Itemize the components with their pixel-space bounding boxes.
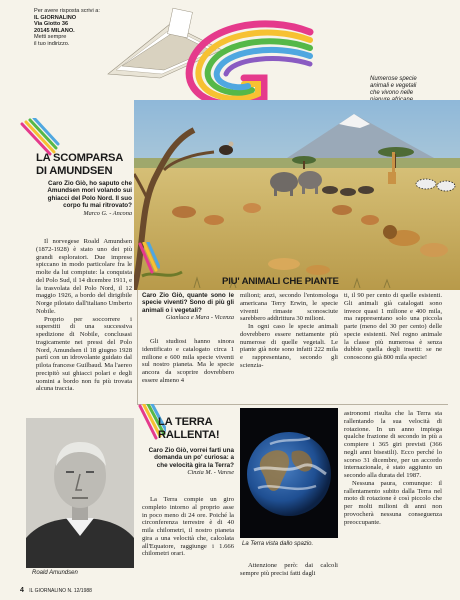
terra-col3-paragraph: Nessuna paura, comunque: il rallentamento subito dalla Terra nel moto di rotazione è così piccolo che per molti milioni di anni non provocherà nessuna conseguenza preoccupante. (344, 479, 442, 526)
mailbox-line: Via Giotto 36 (34, 21, 69, 28)
terra-title (158, 416, 238, 441)
animali-question: Caro Zio Giò, quante sono le specie viventi? Sono di più gli animali o i vegetali? (142, 292, 234, 314)
mailbox-line: Metti sempre (34, 34, 67, 41)
amundsen-paragraph: Il norvegese Roald Amundsen (1872-1928) è stato uno dei più grandi esploratori. Due imprese spiccano in modo particolare fra le molte da lui compiute: la conquista del Polo Sud, il 14 dicembre 1911, e la trasvolata del Polo Nord, il 12 maggio 1926, a bordo del dirigibile Norge pilotato dall'italiano Umberto Nobile. (36, 238, 132, 315)
savanna-illustration (134, 100, 460, 290)
terra-col3 (344, 410, 442, 526)
amundsen-portrait (26, 418, 134, 568)
terra-col1-text: La Terra compie un giro completo intorno al proprio asse in poco meno di 24 ore. Poiché la circonferenza terrestre è di 40 mila chilometri, il nostro pianeta gira a una velocità che, calcolata all'Equatore, raggiunge i 1.666 chilometri orari. (142, 496, 234, 558)
terra-signature: Cinzia M. - Varese (187, 469, 234, 477)
globe-caption: La Terra vista dallo spazio. (242, 541, 314, 547)
page-number: 4 (20, 587, 24, 594)
amundsen-paragraph: Proprio per soccorrere i superstiti di una successiva spedizione di Nobile, conclusasi tragicamente nei pressi del Polo Nord, Amundsen il 18 giugno 1928 partì con un idrovolante guidato dal pilota francese Guilbaud. Ma l'aereo precipitò sui ghiacci polari e degli uomini a bordo non fu più trovata alcuna traccia. (36, 315, 132, 393)
mailbox-line: 20145 MILANO. (34, 27, 75, 34)
animali-signature: Gianluca e Mara - Vicenza (165, 314, 234, 322)
terra-col2 (240, 562, 338, 578)
mailbox-note (34, 8, 104, 48)
portrait-caption: Roald Amundsen (32, 570, 78, 576)
mailbox-line: IL GIORNALINO (34, 14, 77, 21)
terra-question-block (142, 447, 234, 477)
animali-col2-paragraph: milioni; anzi, secondo l'entomologa americana Terry Erwin, le specie viventi rimaste sconosciute sarebbero addirittura 30 milioni. (240, 292, 338, 323)
animali-title: PIU' ANIMALI CHE PIANTE (222, 276, 339, 287)
terra-question: Caro Zio Giò, vorrei farti una domanda un po' curiosa: a che velocità gira la Terra? (148, 447, 234, 469)
amundsen-title-line: DI AMUNDSEN (36, 164, 113, 177)
amundsen-body (36, 238, 132, 393)
amundsen-title-line: LA SCOMPARSA (36, 152, 124, 164)
animali-col1-text: Gli studiosi hanno sinora identificato e catalogato circa 1 milione e 600 mila specie viventi sul nostro pianeta. Ma le specie ancora da scoprire dovrebbero essere almeno 4 (142, 338, 234, 384)
terra-col2-text: Attenzione però: dai calcoli sempre più precisi fatti dagli (240, 562, 338, 577)
animali-question-block (142, 292, 234, 322)
animali-col2-paragraph: In ogni caso le specie animali dovrebbero essere nettamente più numerose di quelle vegetali. Le piante già note sono infatti 222 mila e rappresentano, secondo gli scienzia- (240, 323, 338, 369)
terra-col1 (142, 496, 234, 558)
africa-caption-line: Numerose specie (370, 76, 417, 82)
animali-col2 (240, 292, 338, 370)
terra-col3-paragraph: astronomi risulta che la Terra sta rallentando la sua velocità di rotazione. In un anno impiega qualche frazione di secondo in più a compiere i 365 giri previsti (366 negli anni bisestili). Ecco perché lo scorso 31 dicembre, per un accordo internazionale, è stato aggiunto un secondo alla durata del 1987. (344, 410, 442, 479)
mailbox-line: il tuo indirizzo. (34, 40, 70, 47)
animali-col3 (344, 292, 442, 362)
section-divider (138, 404, 448, 405)
animali-col1 (142, 338, 234, 385)
africa-caption-line: che vivono nelle (370, 90, 414, 96)
africa-caption-line: animali e vegetali (370, 83, 417, 89)
amundsen-signature: Marco G. - Ancona (83, 209, 132, 217)
page-footer (20, 587, 220, 595)
terra-title-line: LA TERRA (158, 416, 213, 428)
earth-globe-image (240, 408, 338, 538)
rainbow-streak-icon (138, 242, 160, 280)
amundsen-title (36, 152, 136, 177)
mailbox-line: Per avere risposta scrivi a: (34, 8, 100, 14)
amundsen-question-block (36, 180, 132, 217)
animali-col3-text: ti, il 90 per cento di quelle esistenti. Gli animali già catalogati sono invece quasi 1 milione e 400 mila, ma rappresentano solo una piccola parte (meno del 30 per cento) delle specie esistenti. Nel regno animale la classe più numerosa è senza dubbio quella degli insetti: se ne conoscono già 800 mila specie! (344, 292, 442, 361)
terra-title-line: RALLENTA! (158, 428, 220, 441)
column-divider (137, 290, 138, 405)
publication-name: IL GIORNALINO N. 12/1988 (29, 588, 92, 594)
amundsen-question: Caro Zio Giò, ho saputo che Amundsen mori volando sui ghiacci del Polo Nord. Il suo corpo fu mai ritrovato? (47, 180, 132, 210)
